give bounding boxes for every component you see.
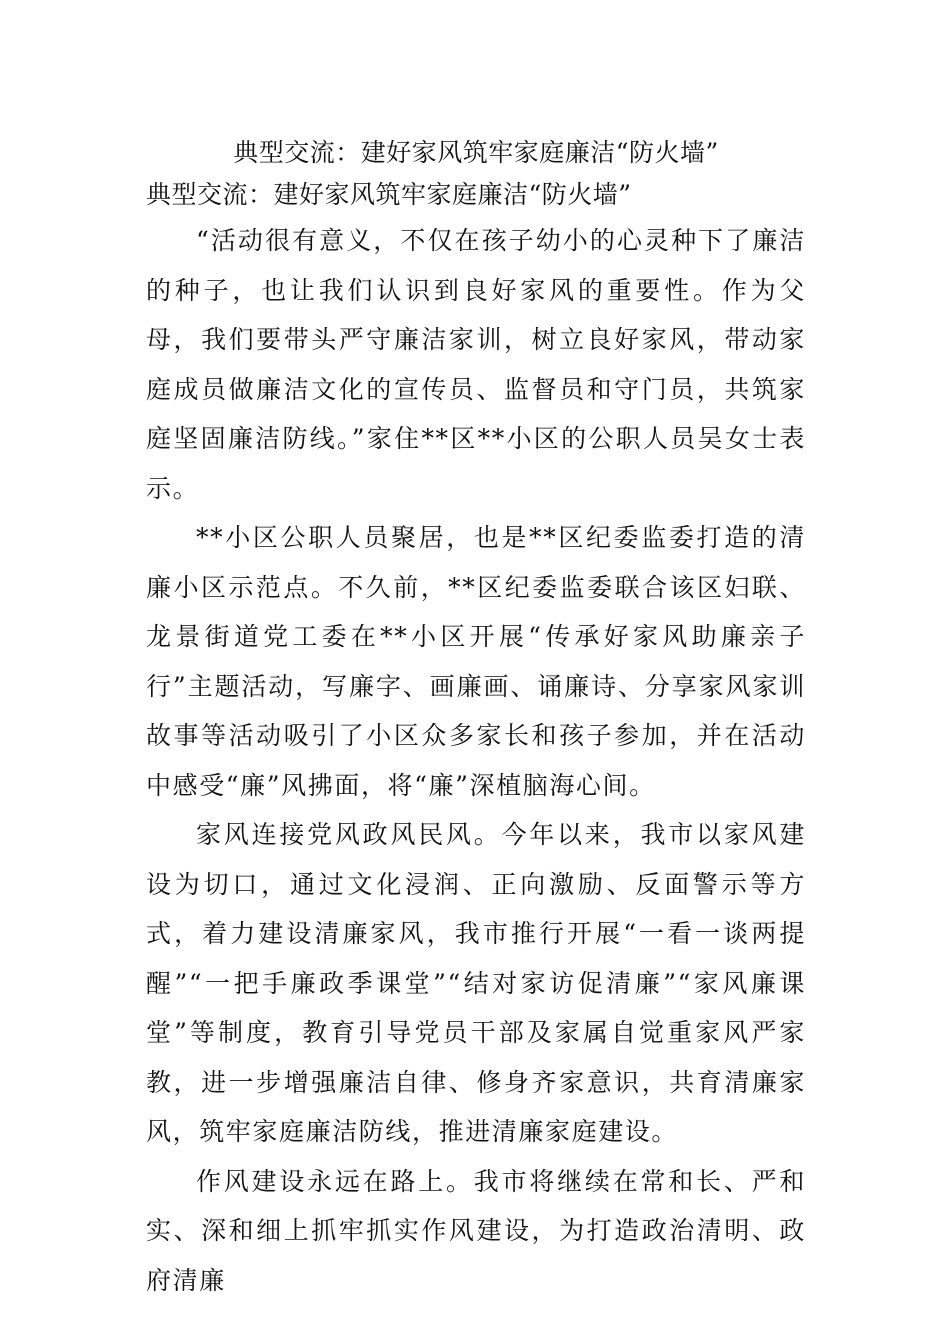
document-body	[146, 132, 806, 1305]
document-subtitle: 典型交流：建好家风筑牢家庭廉洁“防火墙”	[146, 180, 632, 209]
paragraph-4: 作风建设永远在路上。我市将继续在常和长、严和实、深和细上抓牢抓实作风建设，为打造政治清明、政府清廉	[146, 1166, 806, 1295]
document-title: 典型交流：建好家风筑牢家庭廉洁“防火墙”	[233, 138, 719, 167]
paragraph-1: “活动很有意义，不仅在孩子幼小的心灵种下了廉洁的种子，也让我们认识到良好家风的重要性。作为父母，我们要带头严守廉洁家训，树立良好家风，带动家庭成员做廉洁文化的宣传员、监督员和守门员，共筑家庭坚固廉洁防线。”家住**区**小区的公职人员吴女士表示。	[146, 226, 806, 503]
paragraph-2: **小区公职人员聚居，也是**区纪委监委打造的清廉小区示范点。不久前，**区纪委监委联合该区妇联、龙景街道党工委在**小区开展“传承好家风助廉亲子行”主题活动，写廉字、画廉画、诵廉诗、分享家风家训故事等活动吸引了小区众多家长和孩子参加，并在活动中感受“廉”风拂面，将“廉”深植脑海心间。	[146, 523, 806, 800]
paragraph-3: 家风连接党风政风民风。今年以来，我市以家风建设为切口，通过文化浸润、正向激励、反面警示等方式，着力建设清廉家风，我市推行开展“一看一谈两提醒”“一把手廉政季课堂”“结对家访促清廉”“家风廉课堂”等制度，教育引导党员干部及家属自觉重家风严家教，进一步增强廉洁自律、修身齐家意识，共育清廉家风，筑牢家庭廉洁防线，推进清廉家庭建设。	[146, 820, 806, 1146]
